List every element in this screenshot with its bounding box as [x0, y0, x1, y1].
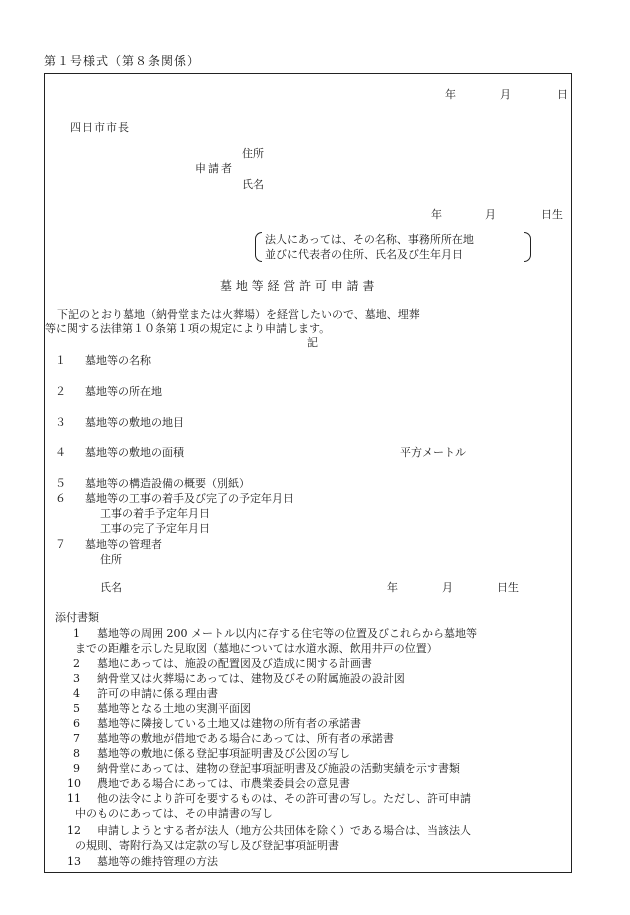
manager-address-label: 住所: [100, 553, 122, 566]
applicant-address-label: 住所: [242, 147, 264, 160]
attachment-text: 墓地等の維持管理の方法: [97, 855, 218, 868]
document-title: 墓 地 等 経 営 許 可 申 請 書: [220, 279, 375, 293]
item-number: ３: [55, 416, 66, 429]
attachment-text: 墓地等となる土地の実測平面図: [97, 702, 251, 715]
date-year-label: 年: [445, 88, 456, 101]
ki-label: 記: [307, 336, 318, 349]
item-text: 墓地等の名称: [85, 354, 151, 367]
attachments-title: 添付書類: [55, 611, 99, 624]
attachment-number: 1: [73, 627, 80, 640]
application-form-frame: [44, 73, 572, 873]
birth-day-label: 日生: [541, 208, 563, 221]
attachment-number: 11: [67, 792, 81, 805]
manager-birth-month: 月: [442, 581, 453, 594]
attachment-number: 2: [73, 657, 80, 670]
attachment-number: 12: [67, 824, 81, 837]
form-label: 第１号様式（第８条関係）: [44, 54, 201, 68]
manager-birth-day: 日生: [497, 581, 519, 594]
attachment-text: 墓地等の敷地が借地である場合にあっては、所有者の承諾書: [97, 732, 394, 745]
attachment-text: 申請しようとする者が法人（地方公共団体を除く）である場合は、当該法人: [97, 824, 471, 837]
applicant-name-label: 氏名: [242, 178, 264, 191]
attachment-number: 13: [67, 855, 81, 868]
attachment-text: 墓地等の敷地に係る登記事項証明書及び公図の写し: [97, 747, 350, 760]
area-unit-label: 平方メートル: [400, 446, 466, 459]
manager-birth-year: 年: [387, 581, 398, 594]
item-number: ４: [55, 446, 66, 459]
attachment-number: 8: [73, 747, 80, 760]
intro-line-1: 下記のとおり墓地（納骨堂または火葬場）を経営したいので、墓地、埋葬: [57, 308, 420, 321]
birth-month-label: 月: [485, 208, 496, 221]
item-text: 墓地等の管理者: [85, 538, 162, 551]
attachment-text: 墓地等に隣接している土地又は建物の所有者の承諾書: [97, 717, 361, 730]
item-text: 墓地等の敷地の面積: [85, 446, 184, 459]
item-number: ５: [55, 477, 66, 490]
attachment-text: 墓地にあっては、施設の配置図及び造成に関する計画書: [97, 657, 372, 670]
corporate-note-line-2: 並びに代表者の住所、氏名及び生年月日: [265, 248, 463, 261]
attachment-text: 他の法令により許可を要するものは、その許可書の写し。ただし、許可申請: [97, 792, 471, 805]
item-number: ２: [55, 385, 66, 398]
item-number: ７: [55, 538, 66, 551]
attachment-number: 7: [73, 732, 80, 745]
attachment-text-cont: までの距離を示した見取図（墓地については水道水源、飲用井戸の位置）: [75, 642, 438, 655]
item-number: ６: [55, 492, 66, 505]
item-text: 墓地等の構造設備の概要（別紙）: [85, 477, 250, 490]
date-month-label: 月: [500, 88, 511, 101]
attachment-text: 納骨堂にあっては、建物の登記事項証明書及び施設の活動実績を示す書類: [97, 762, 460, 775]
construction-start-label: 工事の着手予定年月日: [100, 507, 210, 520]
attachment-text-cont: 中のものにあっては、その申請書の写し: [75, 807, 273, 820]
construction-end-label: 工事の完了予定年月日: [100, 522, 210, 535]
bracket-left: [255, 232, 262, 262]
applicant-label: 申請者: [195, 162, 234, 175]
item-number: １: [55, 354, 66, 367]
attachment-number: 5: [73, 702, 80, 715]
corporate-note-line-1: 法人にあっては、その名称、事務所所在地: [265, 233, 474, 246]
bracket-right: [524, 232, 531, 262]
item-text: 墓地等の工事の着手及び完了の予定年月日: [85, 492, 294, 505]
item-text: 墓地等の所在地: [85, 385, 162, 398]
birth-year-label: 年: [431, 208, 442, 221]
intro-line-2: 等に関する法律第１０条第１項の規定により申請します。: [45, 322, 331, 335]
manager-name-label: 氏名: [100, 581, 122, 594]
item-text: 墓地等の敷地の地目: [85, 416, 184, 429]
attachment-number: 6: [73, 717, 80, 730]
attachment-number: 9: [73, 762, 80, 775]
attachment-text: 納骨堂又は火葬場にあっては、建物及びその附属施設の設計図: [97, 672, 405, 685]
addressee: 四日市市長: [70, 121, 130, 134]
attachment-text-cont: の規則、寄附行為又は定款の写し及び登記事項証明書: [75, 839, 339, 852]
attachment-number: 4: [73, 687, 80, 700]
date-day-label: 日: [557, 88, 568, 101]
attachment-number: 3: [73, 672, 80, 685]
attachment-number: 10: [67, 777, 81, 790]
attachment-text: 許可の申請に係る理由書: [97, 687, 218, 700]
attachment-text: 農地である場合にあっては、市農業委員会の意見書: [97, 777, 350, 790]
attachment-text: 墓地等の周囲 200 メートル以内に存する住宅等の位置及びこれらから墓地等: [97, 627, 477, 640]
